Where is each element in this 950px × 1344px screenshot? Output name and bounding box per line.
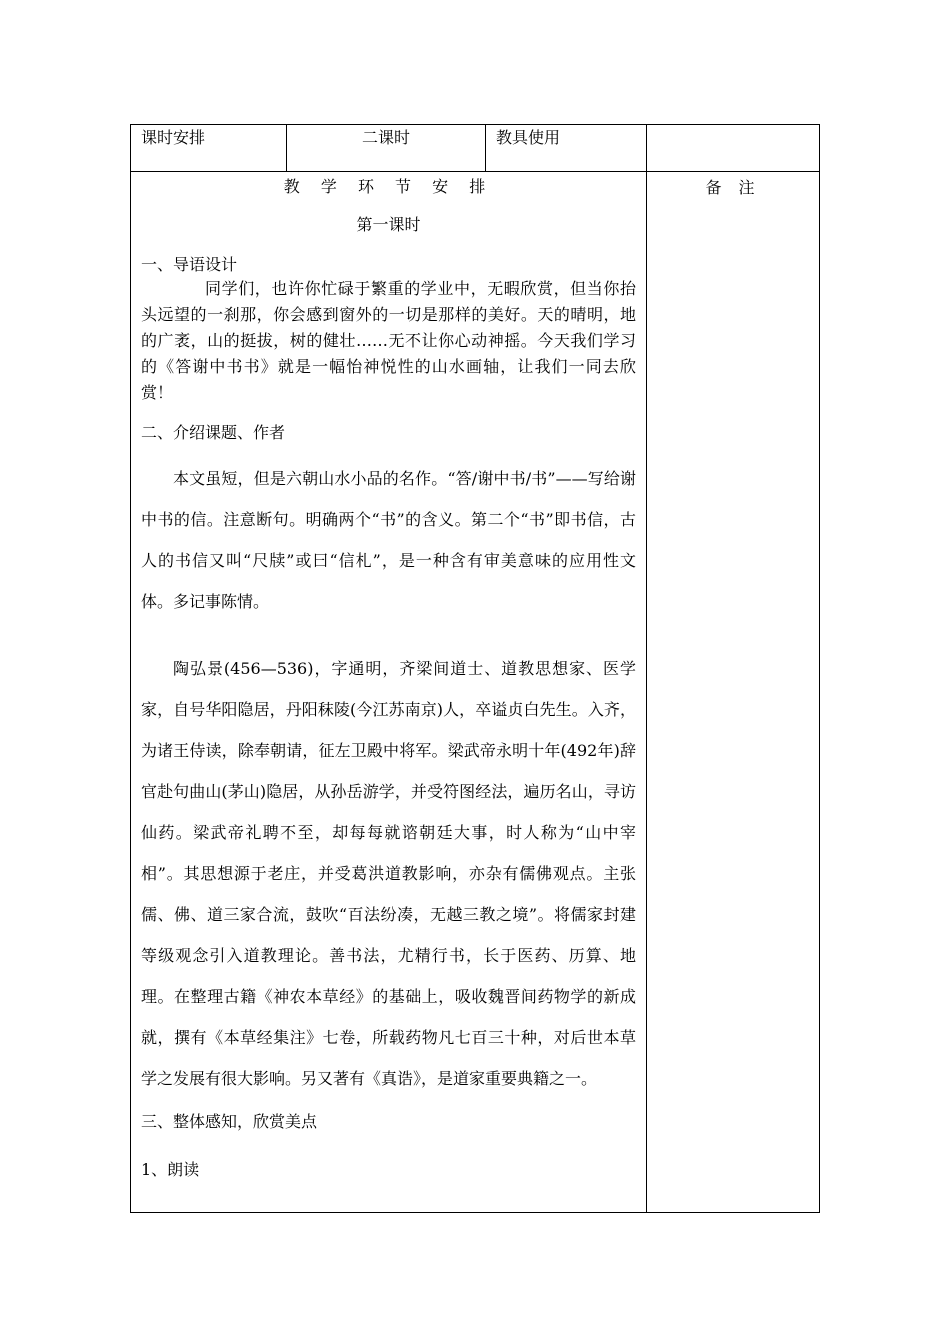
section-title: 教 学 环 节 安 排 [283,177,494,196]
header-row [131,125,820,172]
section-1-text: 同学们，也许你忙碌于繁重的学业中，无暇欣赏，但当你抬头远望的一刹那，你会感到窗外的一切是那样的美好。天的晴明，地的广袤，山的挺拔，树的健壮……无不让你心动神摇。今天我们学习的《答谢中书书》就是一幅怡神悦性的山水画轴，让我们一同去欣赏！ [141,279,636,402]
section-2-paragraph-2: 陶弘景(456—536)，字通明，齐梁间道士、道教思想家、医学家，自号华阳隐居，丹阳秣陵(今江苏南京)人，卒谥贞白先生。入齐，为诸王侍读，除奉朝请，征左卫殿中将军。梁武帝永明十年(492年)辞官赴句曲山(茅山)隐居，从孙岳游学，并受符图经法，遍历名山，寻访仙药。梁武帝礼聘不至，却每每就谘朝廷大事，时人称为“山中宰相”。其思想源于老庄，并受葛洪道教影响，亦杂有儒佛观点。主张儒、佛、道三家合流，鼓吹“百法纷凑，无越三教之境”。将儒家封建等级观念引入道教理论。善书法，尤精行书，长于医药、历算、地理。在整理古籍《神农本草经》的基础上，吸收魏晋间药物学的新成就，撰有《本草经集注》七卷，所载药物凡七百三十种，对后世本草学之发展有很大影响。另又著有《真诰》，是道家重要典籍之一。 [141,659,636,1088]
section-1-heading: 一、导语设计 [141,255,238,274]
notes-title: 备 注 [705,178,761,197]
section-3-item-1: 1、朗读 [141,1160,200,1179]
schedule-label: 课时安排 [131,125,287,172]
schedule-value: 二课时 [287,125,486,172]
teaching-content-cell [131,172,647,1213]
notes-cell [647,172,820,1213]
tools-label: 教具使用 [486,125,647,172]
lesson-plan-table [130,124,820,1213]
section-2-paragraph-1: 本文虽短，但是六朝山水小品的名作。“答/谢中书/书”——写给谢中书的信。注意断句。明确两个“书”的含义。第二个“书”即书信，古人的书信又叫“尺牍”或曰“信札”，是一种含有审美意味的应用性文体。多记事陈情。 [141,469,636,611]
main-row [131,172,820,1213]
section-3-heading: 三、整体感知，欣赏美点 [141,1112,318,1131]
lesson-subtitle: 第一课时 [356,215,421,234]
tools-value [647,125,820,172]
section-2-heading: 二、介绍课题、作者 [141,423,286,442]
